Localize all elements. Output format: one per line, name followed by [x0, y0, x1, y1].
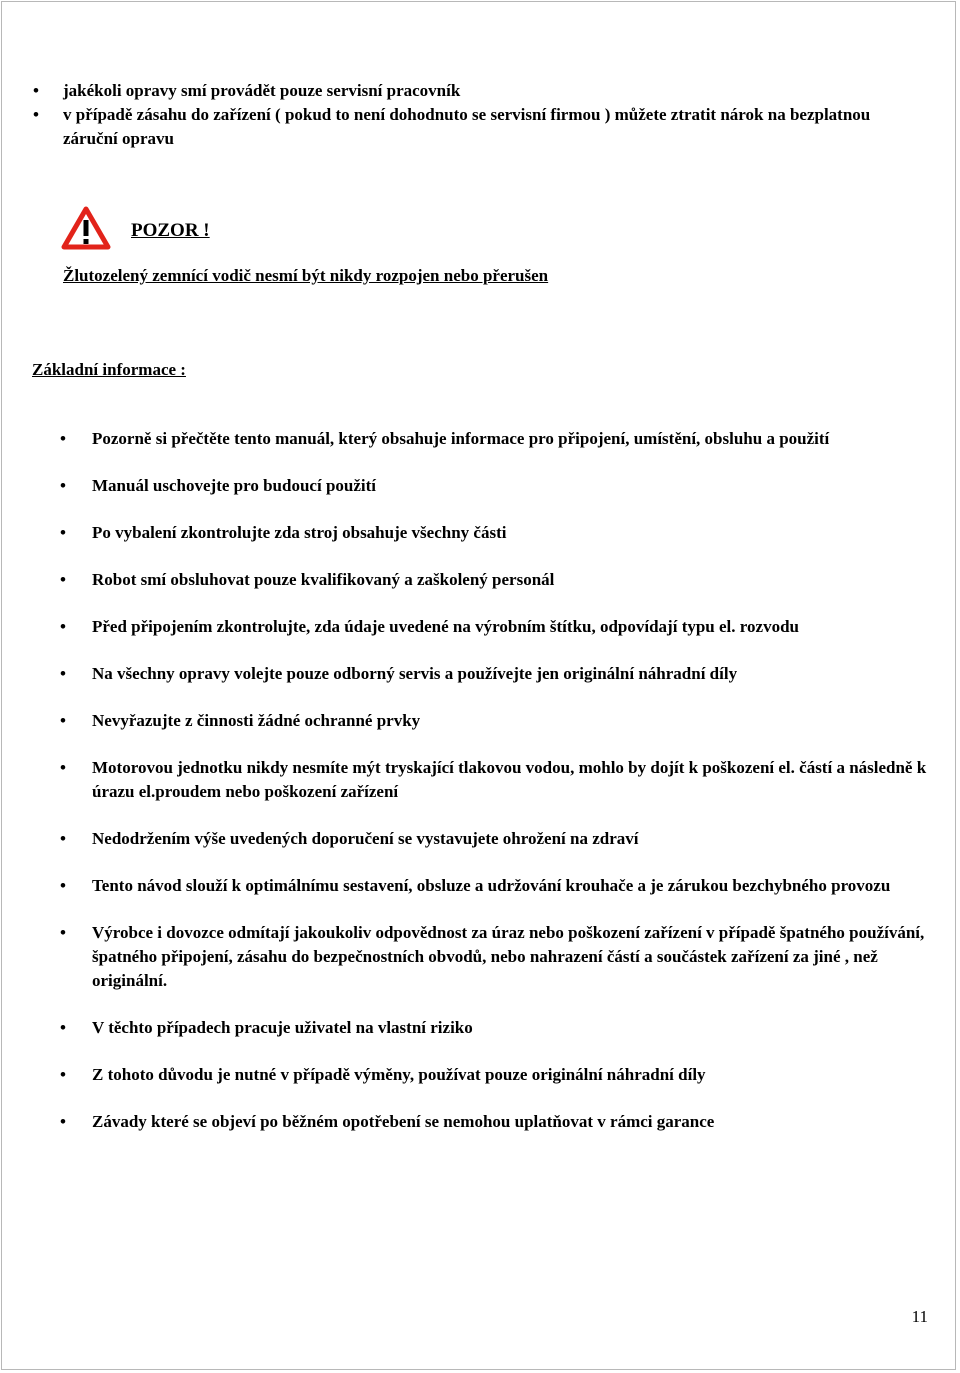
- bullet-icon: •: [60, 476, 66, 495]
- page-number: 11: [911, 1307, 928, 1326]
- list-item-text: Z tohoto důvodu je nutné v případě výměny, používat pouze originální náhradní díly: [92, 1065, 706, 1084]
- list-item-text: Před připojením zkontrolujte, zda údaje uvedené na výrobním štítku, odpovídají typu el. rozvodu: [92, 617, 799, 636]
- bullet-icon: •: [60, 1018, 66, 1037]
- list-item-text: Nedodržením výše uvedených doporučení se vystavujete ohrožení na zdraví: [92, 829, 639, 848]
- list-item-text: Manuál uschovejte pro budoucí použití: [92, 476, 377, 495]
- bullet-icon: •: [60, 876, 66, 895]
- section-heading: Základní informace :: [32, 360, 186, 379]
- bullet-icon: •: [60, 829, 66, 848]
- top-bullet-list: [0, 79, 960, 151]
- list-item: [0, 662, 960, 686]
- list-item: [0, 921, 960, 993]
- list-item-text: Nevyřazujte z činnosti žádné ochranné prvky: [92, 711, 421, 730]
- bullet-icon: •: [60, 429, 66, 448]
- list-item-text: Závady které se objeví po běžném opotřebení se nemohou uplatňovat v rámci garance: [92, 1112, 715, 1131]
- list-item: [0, 1063, 960, 1087]
- list-item: [0, 79, 960, 103]
- list-item: [0, 874, 960, 898]
- list-item-text: Motorovou jednotku nikdy nesmíte mýt tryskající tlakovou vodou, mohlo by dojít k poškození el. částí a následně k úrazu el.proudem nebo poškození zařízení: [92, 758, 927, 801]
- list-item-text: Pozorně si přečtěte tento manuál, který obsahuje informace pro připojení, umístění, obsluhu a použití: [92, 429, 830, 448]
- bullet-icon: •: [33, 81, 39, 100]
- list-item-text: Tento návod slouží k optimálnímu sestavení, obsluze a udržování krouhače a je zárukou bezchybného provozu: [92, 876, 891, 895]
- list-item: [0, 709, 960, 733]
- bullet-icon: •: [33, 105, 39, 124]
- bullet-icon: •: [60, 711, 66, 730]
- info-list: [0, 427, 960, 1157]
- bullet-icon: •: [60, 923, 66, 942]
- list-item-text: jakékoli opravy smí provádět pouze servisní pracovník: [63, 81, 461, 100]
- list-item-text: V těchto případech pracuje uživatel na vlastní riziko: [92, 1018, 473, 1037]
- warning-title: POZOR !: [131, 220, 210, 241]
- bullet-icon: •: [60, 1112, 66, 1131]
- list-item-text: Výrobce i dovozce odmítají jakoukoliv odpovědnost za úraz nebo poškození zařízení v případě špatného používání, špatného připojení, zásahu do bezpečnostních obvodů, nebo nahrazení částí a součástek zařízení za jiné , než originální.: [92, 923, 925, 990]
- bullet-icon: •: [60, 664, 66, 683]
- list-item: [0, 1110, 960, 1134]
- list-item: [0, 103, 960, 151]
- bullet-icon: •: [60, 570, 66, 589]
- list-item-text: Na všechny opravy volejte pouze odborný servis a používejte jen originální náhradní díly: [92, 664, 738, 683]
- list-item: [0, 615, 960, 639]
- warning-text: Žlutozelený zemnící vodič nesmí být nikdy rozpojen nebo přerušen: [63, 266, 549, 285]
- bullet-icon: •: [60, 1065, 66, 1084]
- warning-triangle-icon: [61, 206, 111, 250]
- list-item-text: Po vybalení zkontrolujte zda stroj obsahuje všechny části: [92, 523, 507, 542]
- list-item-text: Robot smí obsluhovat pouze kvalifikovaný a zaškolený personál: [92, 570, 555, 589]
- bullet-icon: •: [60, 758, 66, 777]
- list-item: [0, 756, 960, 804]
- bullet-icon: •: [60, 523, 66, 542]
- list-item: [0, 568, 960, 592]
- list-item-text: v případě zásahu do zařízení ( pokud to není dohodnuto se servisní firmou ) můžete ztratit nárok na bezplatnou záruční opravu: [63, 105, 871, 148]
- list-item: [0, 1016, 960, 1040]
- list-item: [0, 827, 960, 851]
- list-item: [0, 474, 960, 498]
- bullet-icon: •: [60, 617, 66, 636]
- list-item: [0, 427, 960, 451]
- list-item: [0, 521, 960, 545]
